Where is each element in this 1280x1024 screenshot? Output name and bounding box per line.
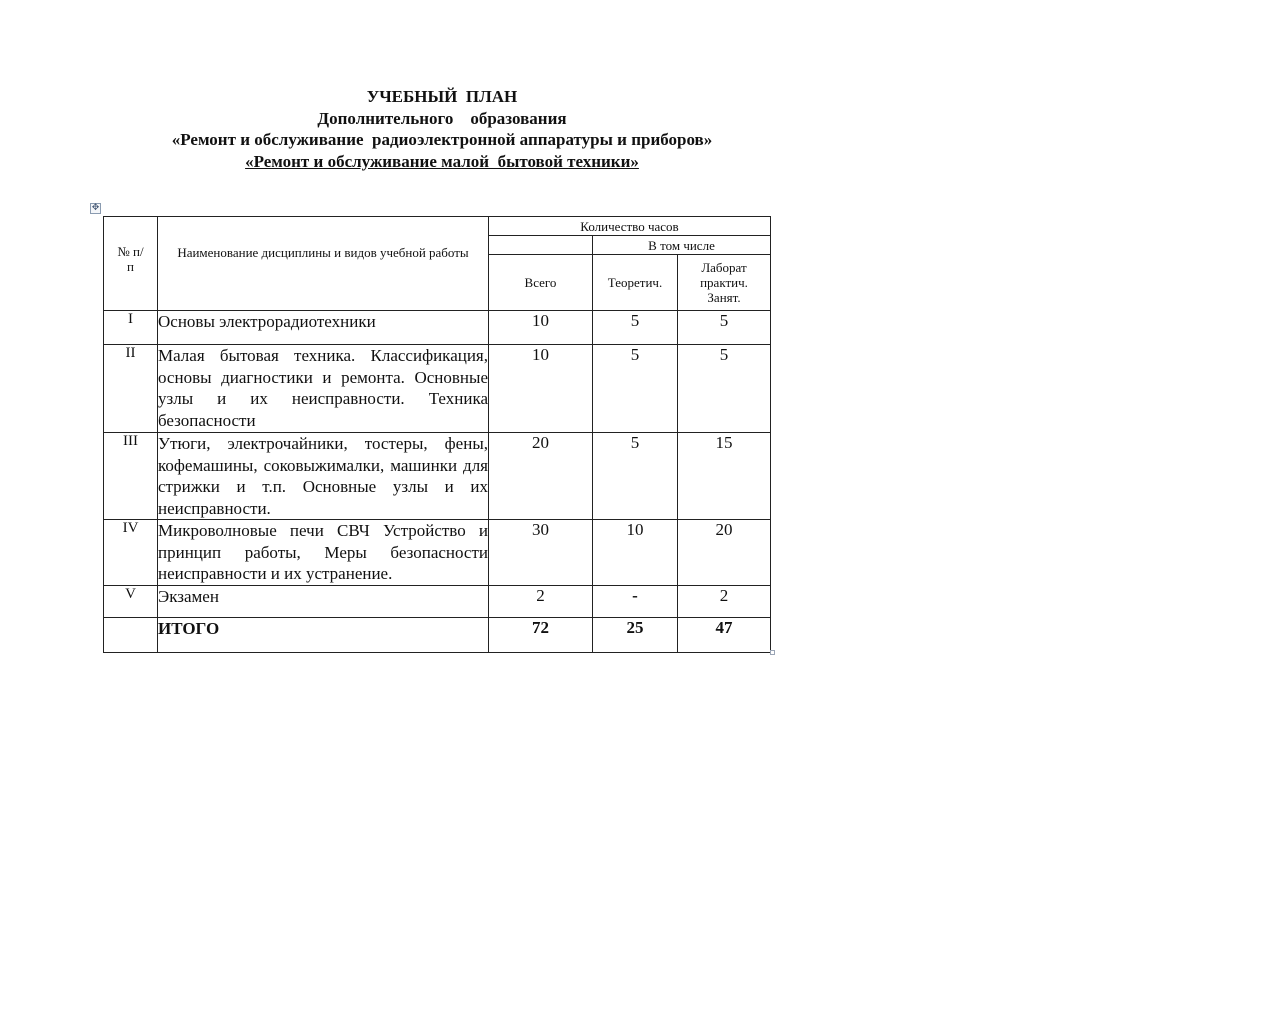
row-name: Малая бытовая техника. Классификация, основы диагностики и ремонта. Основные узлы и их неисправности. Техника безопасности <box>158 345 489 433</box>
table-resize-handle[interactable] <box>770 650 775 655</box>
row-name: Экзамен <box>158 586 489 618</box>
totals-lab: 47 <box>678 618 771 653</box>
totals-total: 72 <box>489 618 593 653</box>
row-lab: 5 <box>678 345 771 433</box>
totals-num <box>104 618 158 653</box>
header-theory <box>593 255 678 311</box>
totals-label: ИТОГО <box>158 618 489 653</box>
header-lab <box>678 255 771 311</box>
header-including <box>593 236 771 255</box>
row-theory: 5 <box>593 345 678 433</box>
table-row <box>104 311 771 345</box>
row-lab: 5 <box>678 311 771 345</box>
row-total: 10 <box>489 311 593 345</box>
table-row <box>104 520 771 586</box>
title-line-3: «Ремонт и обслуживание радиоэлектронной аппаратуры и приборов» <box>171 130 713 149</box>
row-lab: 20 <box>678 520 771 586</box>
table-row <box>104 345 771 433</box>
table-row <box>104 586 771 618</box>
row-num: I <box>104 311 158 345</box>
header-lab-label: Лаборат практич. Занят. <box>700 260 748 305</box>
header-num <box>104 217 158 311</box>
row-theory: 5 <box>593 433 678 520</box>
header-hours-label: Количество часов <box>580 219 679 234</box>
header-name-label: Наименование дисциплины и видов учебной работы <box>177 245 469 260</box>
header-blank-cell <box>489 236 593 255</box>
totals-row <box>104 618 771 653</box>
header-name <box>158 217 489 311</box>
header-including-label: В том числе <box>648 238 715 253</box>
header-hours <box>489 217 771 236</box>
row-num: III <box>104 433 158 520</box>
table-move-handle-icon[interactable]: ✥ <box>91 203 100 213</box>
row-name-text: Утюги, электрочайники, тостеры, фены, кофемашины, соковыжималки, машинки для стрижки и т.п. Основные узлы и их неисправности. <box>158 434 488 518</box>
header-num-label: № п/п <box>117 243 144 274</box>
row-theory: - <box>593 586 678 618</box>
header-total-label: Всего <box>524 275 557 290</box>
title-line-4: «Ремонт и обслуживание малой бытовой техники» <box>245 151 639 171</box>
title-line-1: УЧЕБНЫЙ ПЛАН <box>366 87 518 106</box>
header-theory-label: Теоретич. <box>607 275 663 290</box>
row-total: 20 <box>489 433 593 520</box>
row-num: II <box>104 345 158 433</box>
curriculum-table <box>103 216 771 653</box>
totals-theory: 25 <box>593 618 678 653</box>
row-theory: 10 <box>593 520 678 586</box>
row-num: V <box>104 586 158 618</box>
table-row <box>104 433 771 520</box>
header-total <box>489 255 593 311</box>
row-num: IV <box>104 520 158 586</box>
row-theory: 5 <box>593 311 678 345</box>
document-title <box>100 86 784 172</box>
row-name <box>158 433 489 520</box>
row-total: 2 <box>489 586 593 618</box>
row-total: 10 <box>489 345 593 433</box>
row-total: 30 <box>489 520 593 586</box>
row-name: Микроволновые печи СВЧ Устройство и принцип работы, Меры безопасности неисправности и их устранение. <box>158 520 489 586</box>
row-lab: 2 <box>678 586 771 618</box>
title-line-2: Дополнительного образования <box>317 108 567 128</box>
row-lab: 15 <box>678 433 771 520</box>
row-name: Основы электрорадиотехники <box>158 311 489 345</box>
